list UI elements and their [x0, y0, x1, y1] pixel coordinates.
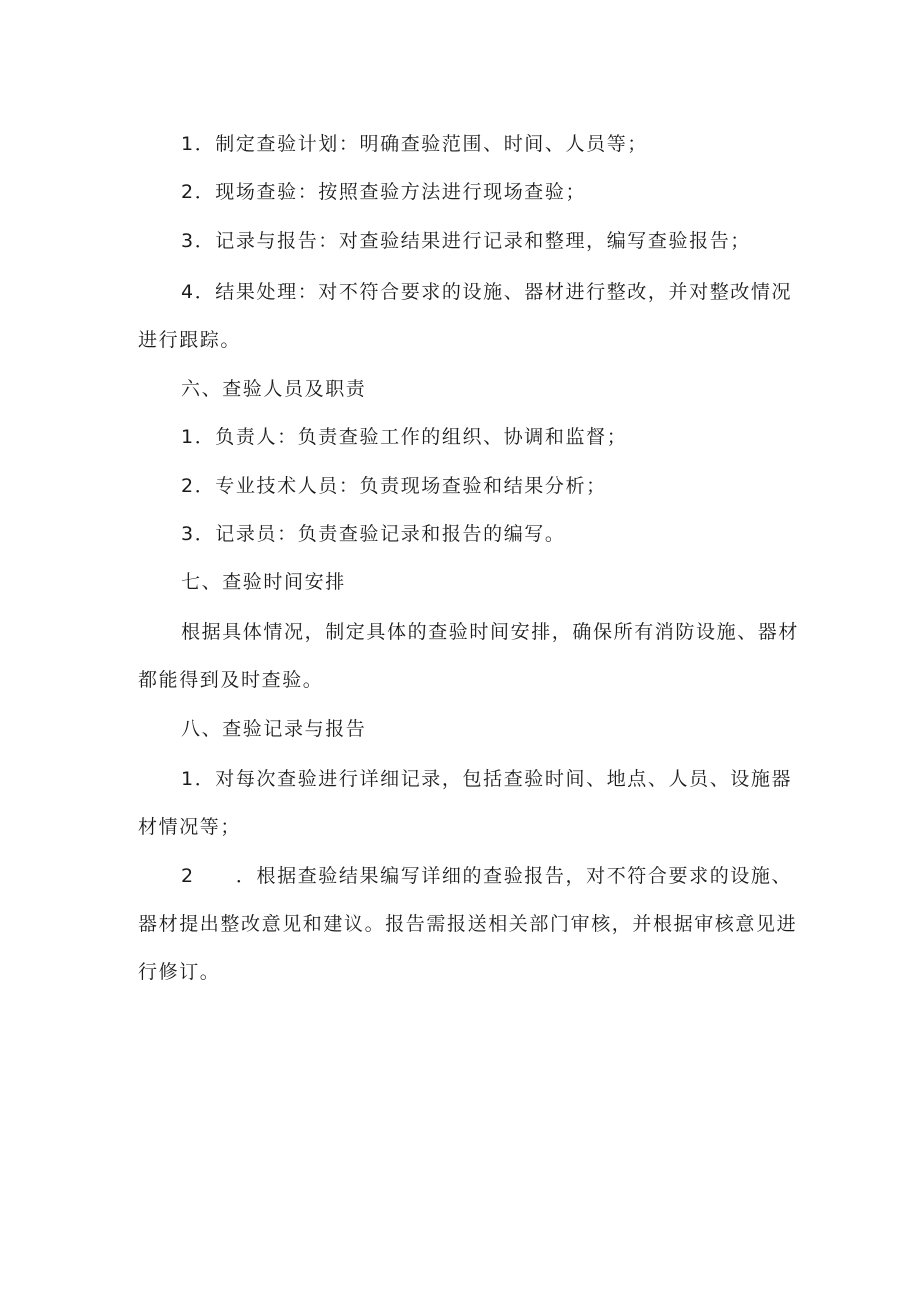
role-2-technical-staff — [138, 462, 798, 510]
role-3-recorder — [138, 510, 798, 558]
paragraph-line: 1．对每次查验进行详细记录，包括查验时间、地点、人员、设施器 — [181, 768, 793, 790]
paragraph-line: 进行跟踪。 — [138, 329, 242, 351]
paragraph-line: 器材提出整改意见和建议。报告需报送相关部门审核，并根据审核意见进 — [138, 913, 798, 935]
record-item-2 — [138, 852, 798, 996]
paragraph-line: 2．专业技术人员：负责现场查验和结果分析； — [181, 475, 607, 497]
record-item-1 — [138, 755, 798, 851]
section-heading-7 — [138, 558, 798, 606]
paragraph-line: 1．负责人：负责查验工作的组织、协调和监督； — [181, 426, 628, 448]
schedule-description — [138, 608, 798, 704]
section-heading-text: 六、查验人员及职责 — [181, 378, 367, 400]
paragraph-line: 2．现场查验：按照查验方法进行现场查验； — [181, 181, 587, 203]
paragraph-line: 2 ．根据查验结果编写详细的查验报告，对不符合要求的设施、 — [181, 865, 793, 887]
paragraph-line: 3．记录员：负责查验记录和报告的编写。 — [181, 523, 566, 545]
section-heading-6 — [138, 365, 798, 413]
step-3-record-report — [138, 217, 798, 265]
paragraph-line: 行修订。 — [138, 961, 221, 983]
step-4-result-handling — [138, 268, 798, 364]
section-heading-text: 八、查验记录与报告 — [181, 718, 367, 740]
step-2-onsite-inspection — [138, 168, 798, 216]
section-heading-8 — [138, 705, 798, 753]
paragraph-line: 根据具体情况，制定具体的查验时间安排，确保所有消防设施、器材 — [181, 621, 800, 643]
paragraph-line: 材情况等； — [138, 816, 242, 838]
role-1-responsible-person — [138, 413, 798, 461]
step-1-plan — [138, 120, 798, 168]
section-heading-text: 七、查验时间安排 — [181, 571, 346, 593]
paragraph-line: 4．结果处理：对不符合要求的设施、器材进行整改，并对整改情况 — [181, 281, 793, 303]
paragraph-line: 1．制定查验计划：明确查验范围、时间、人员等； — [181, 133, 648, 155]
paragraph-line: 都能得到及时查验。 — [138, 669, 324, 691]
paragraph-line: 3．记录与报告：对查验结果进行记录和整理，编写查验报告； — [181, 230, 751, 252]
